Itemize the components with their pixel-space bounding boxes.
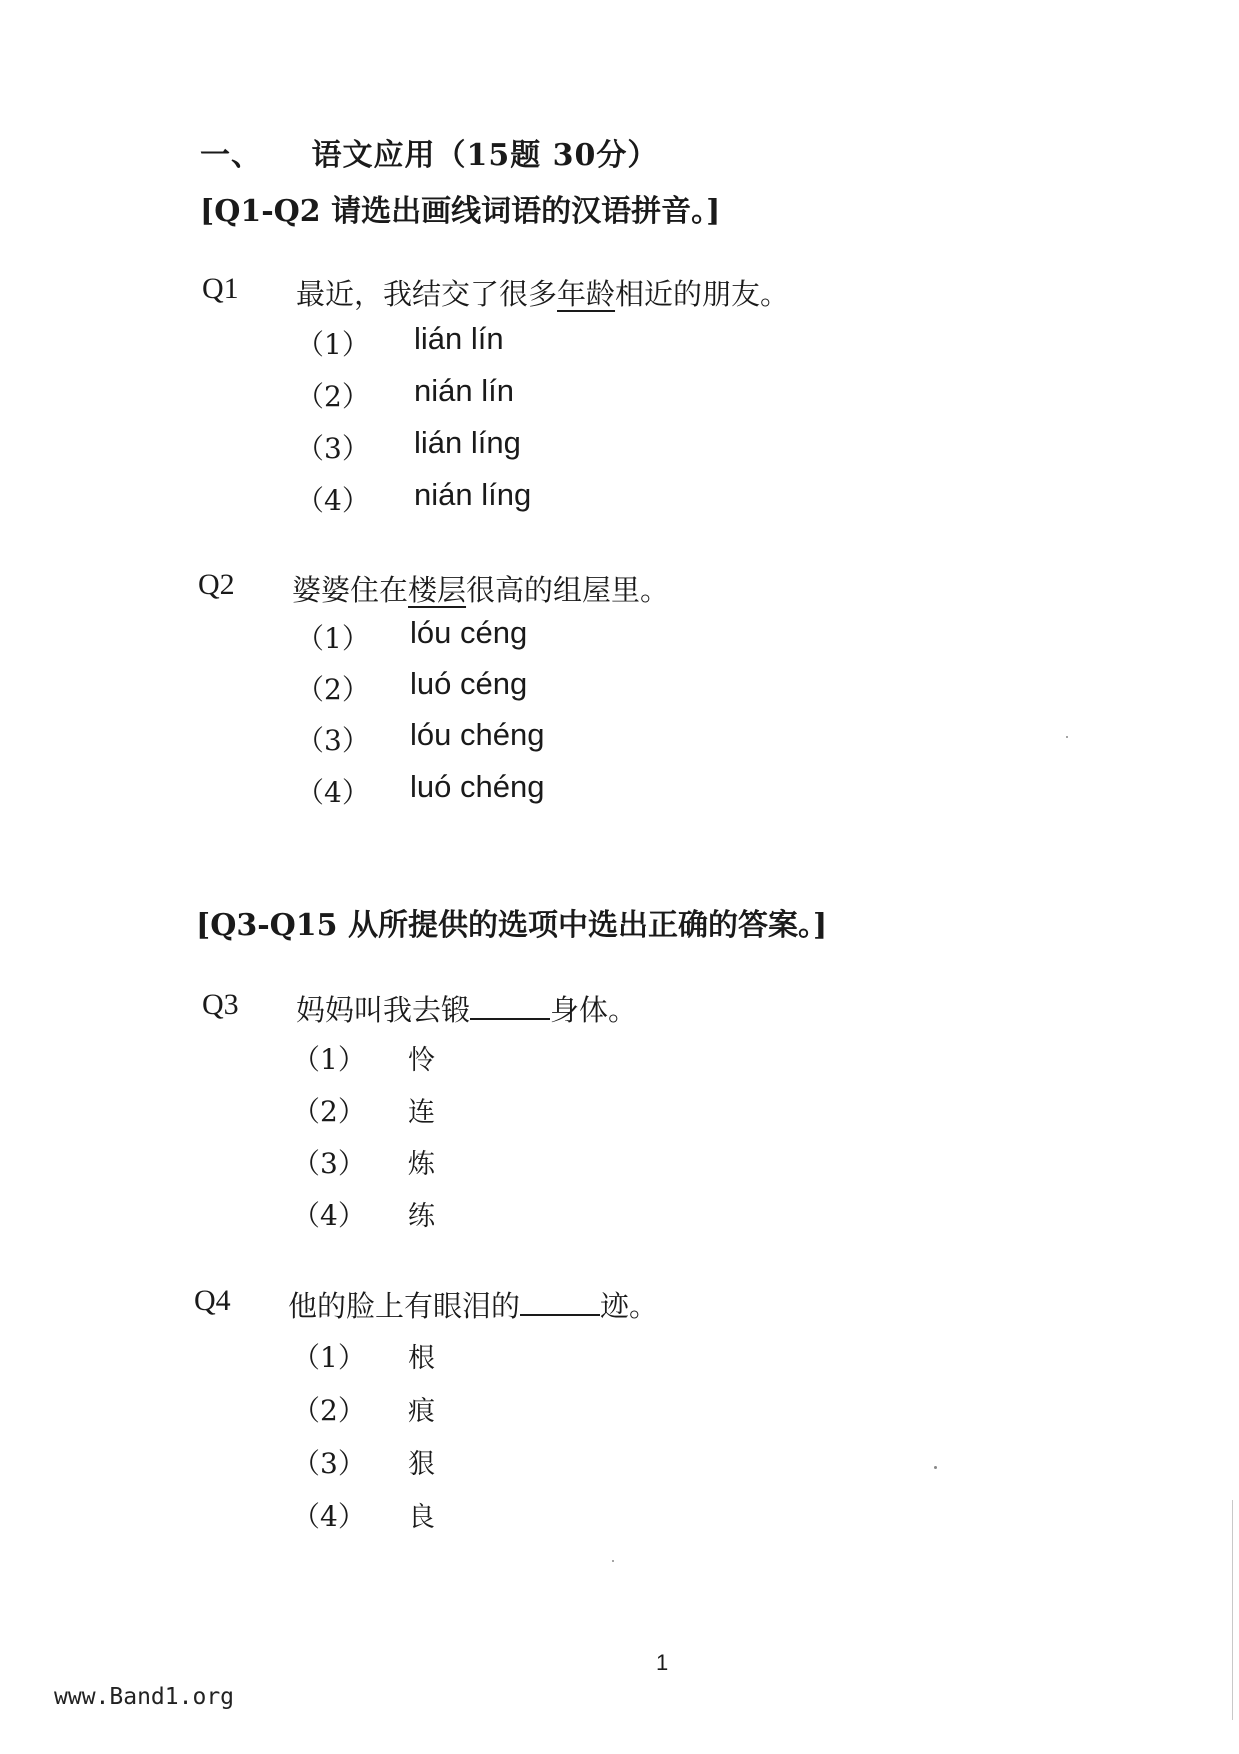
section-title: 语文应用（15题 30分）: [311, 138, 659, 173]
question-number: Q4: [194, 1284, 231, 1317]
answer-blank: [520, 1290, 600, 1316]
footer-url: www.Band1.org: [54, 1684, 235, 1710]
option-text: lóu chéng: [410, 717, 545, 752]
option-number: （3）: [292, 1147, 366, 1180]
option-number: （3）: [296, 724, 370, 757]
option-number: （2）: [292, 1095, 366, 1128]
question-stem: 他的脸上有眼泪的 迹。: [288, 1289, 659, 1323]
option-text: lián lín: [414, 321, 504, 356]
option-text: 狠: [408, 1449, 435, 1480]
underlined-word: 年龄: [557, 277, 616, 311]
option-text: nián líng: [414, 477, 532, 512]
scan-edge: [1232, 1500, 1233, 1720]
question-stem: 婆婆住在楼层很高的组屋里。: [292, 573, 670, 607]
option-text: luó chéng: [410, 769, 545, 804]
option-text: 炼: [408, 1149, 435, 1180]
option-text: 怜: [408, 1045, 435, 1076]
option-number: （4）: [296, 484, 370, 517]
option-number: （1）: [296, 328, 370, 361]
part2-instruction: [Q3-Q15 从所提供的选项中选出正确的答案。]: [196, 908, 828, 943]
question-stem: 最近，我结交了很多年龄相近的朋友。: [296, 277, 790, 311]
section-heading: [200, 130, 658, 174]
answer-blank: [470, 994, 550, 1020]
option-text: luó céng: [410, 666, 528, 701]
option-text: 根: [408, 1343, 435, 1374]
underlined-word: 楼层: [408, 573, 467, 607]
option-number: （1）: [296, 622, 370, 655]
scan-speck: [1066, 736, 1068, 738]
option-text: 连: [408, 1097, 435, 1128]
option-number: （1）: [292, 1043, 366, 1076]
option-number: （4）: [292, 1199, 366, 1232]
question-number: Q3: [202, 988, 239, 1021]
scan-speck: [612, 1560, 614, 1562]
option-number: （2）: [296, 380, 370, 413]
option-text: 痕: [408, 1396, 435, 1427]
option-text: lián líng: [414, 425, 521, 460]
option-number: （2）: [292, 1394, 366, 1427]
option-number: （3）: [292, 1447, 366, 1480]
option-number: （1）: [292, 1341, 366, 1374]
option-number: （2）: [296, 673, 370, 706]
option-number: （3）: [296, 432, 370, 465]
option-number: （4）: [292, 1500, 366, 1533]
option-text: lóu céng: [410, 615, 528, 650]
option-text: nián lín: [414, 373, 514, 408]
option-text: 练: [408, 1201, 435, 1232]
part1-instruction: [Q1-Q2 请选出画线词语的汉语拼音。]: [200, 194, 721, 229]
section-number: 一、: [200, 138, 262, 173]
option-number: （4）: [296, 776, 370, 809]
option-text: 良: [408, 1502, 435, 1533]
question-number: Q1: [202, 272, 239, 305]
scan-speck: [934, 1466, 937, 1469]
page-number: 1: [656, 1650, 669, 1675]
question-number: Q2: [198, 568, 235, 601]
question-stem: 妈妈叫我去锻 身体。: [296, 993, 638, 1027]
